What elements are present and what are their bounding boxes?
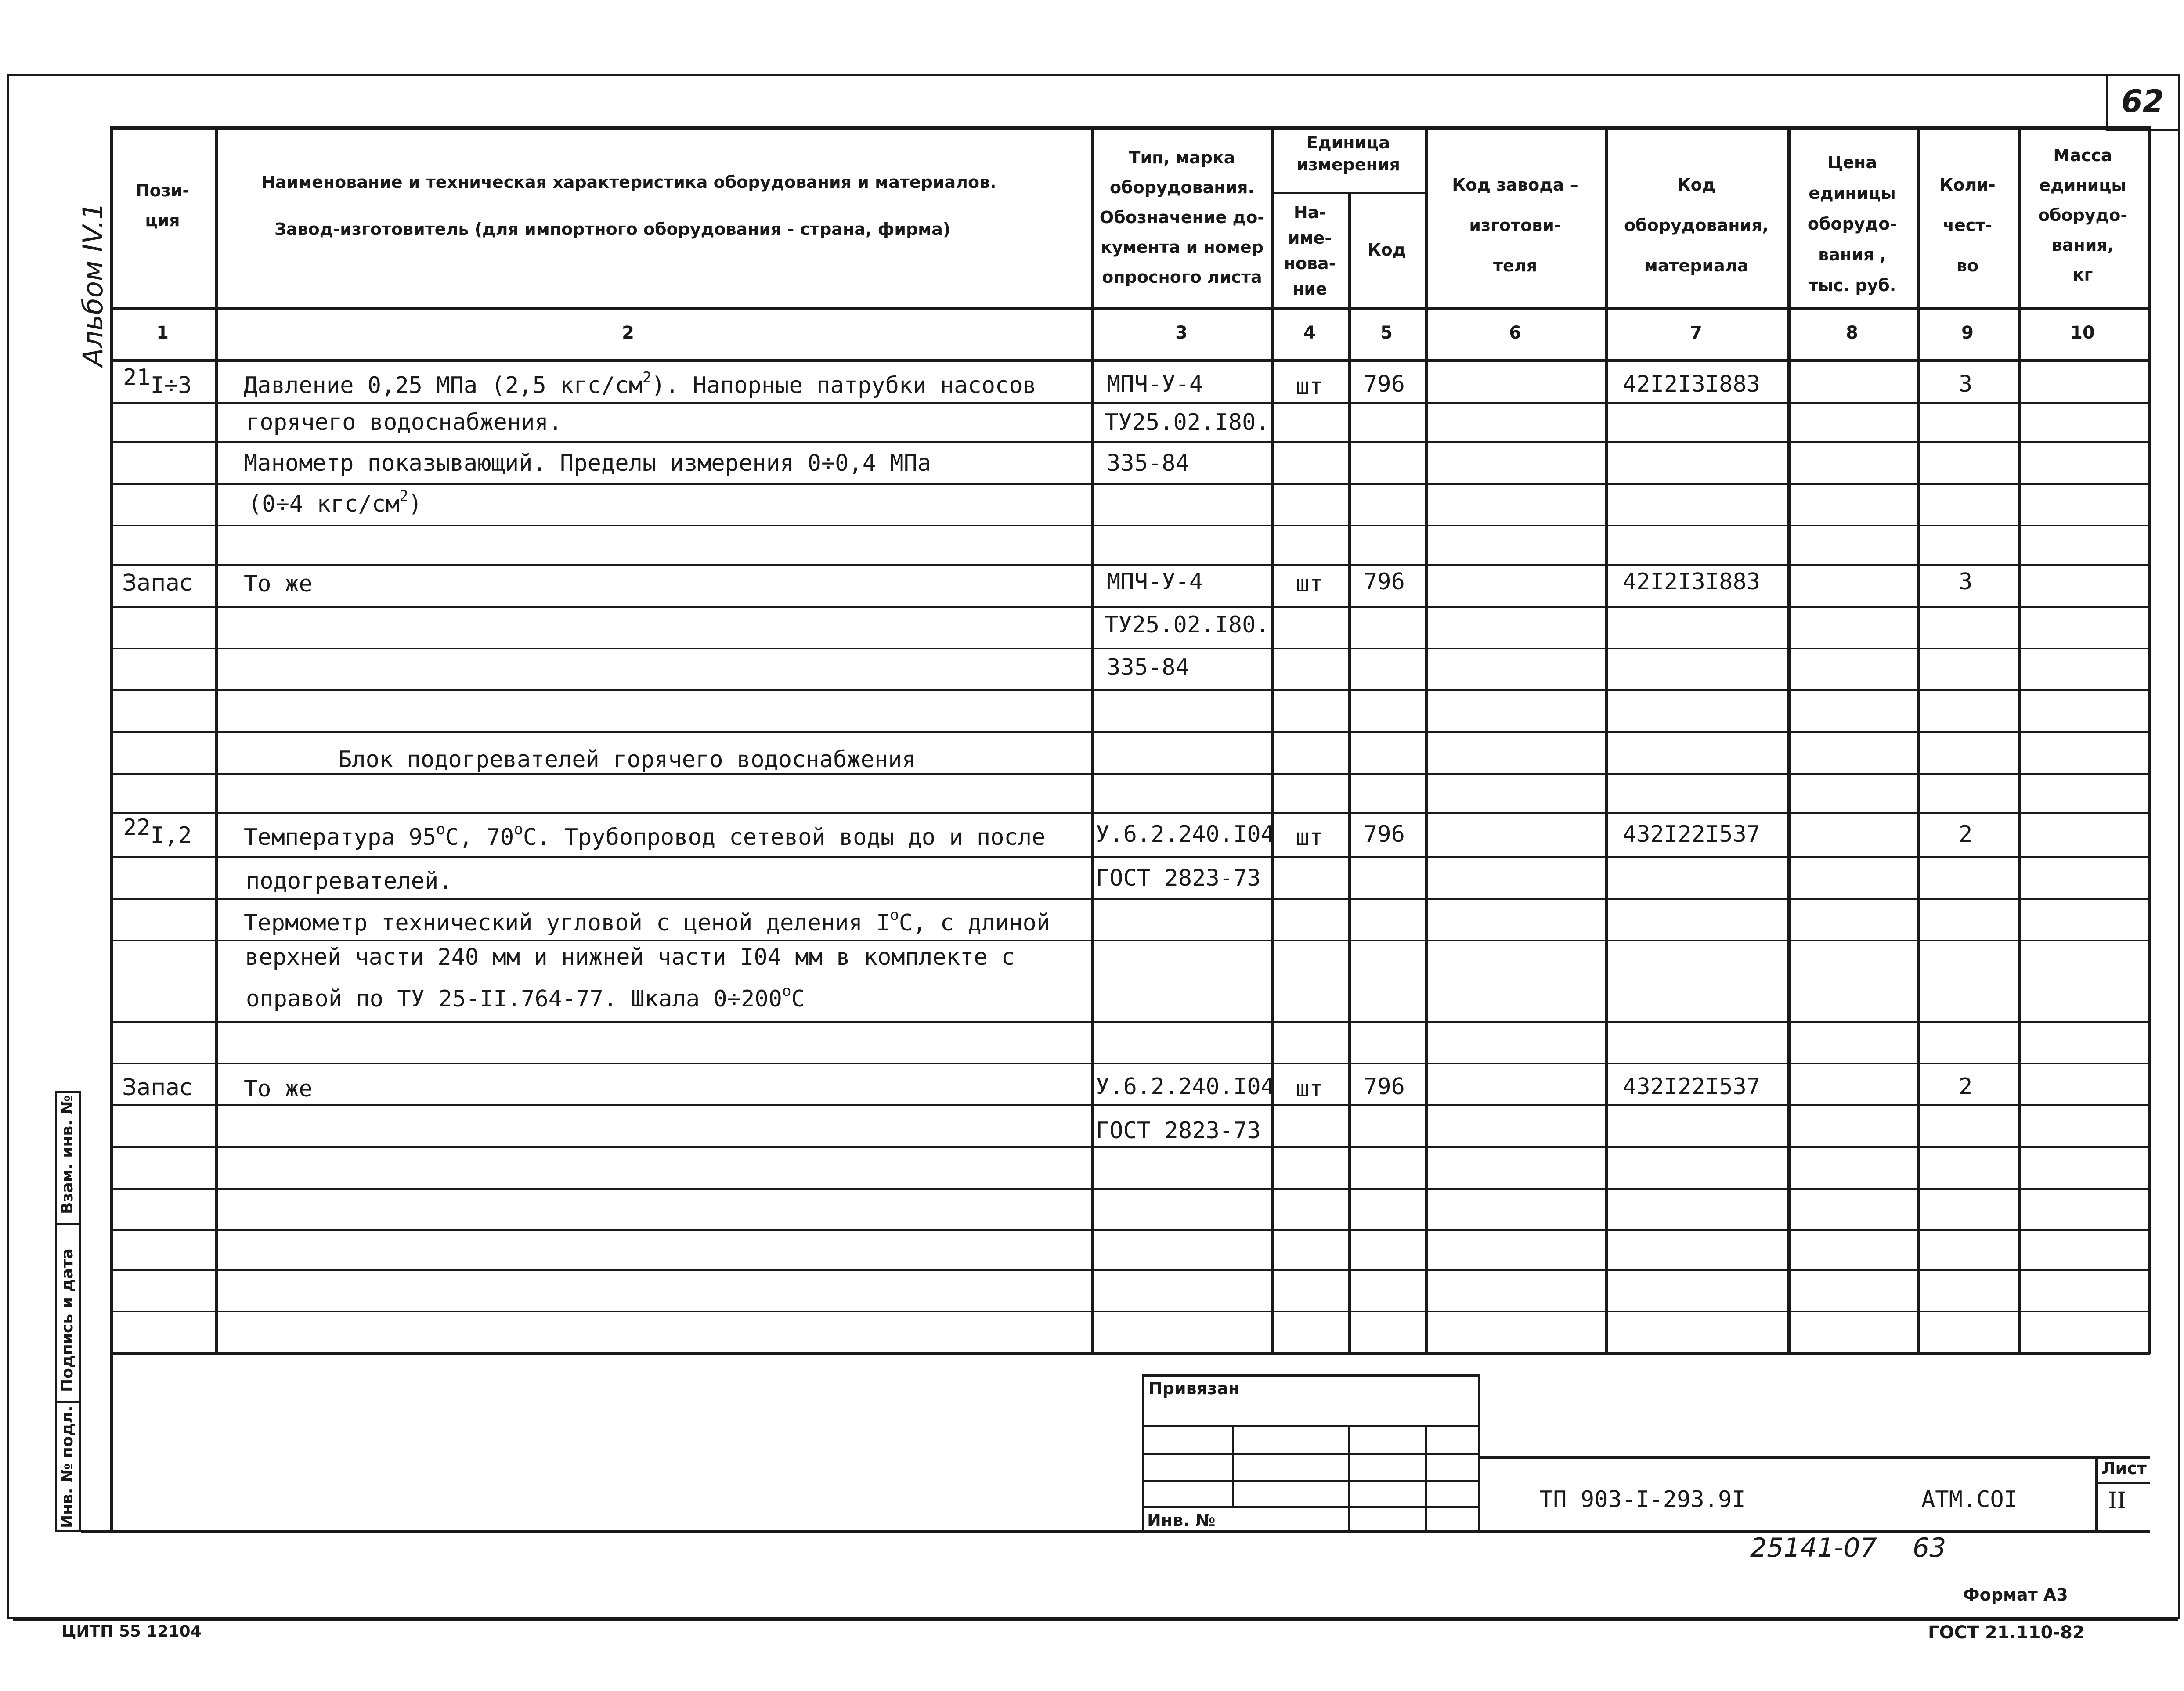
privyazan-line — [1142, 1453, 1480, 1455]
privyazan-line — [1142, 1425, 1480, 1427]
title-row-top — [1480, 1456, 2150, 1459]
row-line — [110, 731, 2150, 733]
row3-equipment-code: 432I22I537 — [1623, 821, 1761, 847]
row1-type-1: МПЧ-У-4 — [1107, 371, 1203, 397]
row4-type-2: ГОСТ 2823-73 — [1096, 1118, 1261, 1144]
row-line — [110, 483, 2150, 485]
row2-type-1: МПЧ-У-4 — [1107, 569, 1203, 595]
col-number-1: 1 — [156, 323, 169, 343]
handwritten-page: 63 — [1913, 1532, 1946, 1563]
col-line-9 — [2018, 126, 2021, 1354]
row1-position — [123, 364, 192, 399]
row4-equipment-code: 432I22I537 — [1623, 1074, 1761, 1100]
row3-unit: шт — [1296, 824, 1323, 851]
col-line-5 — [1425, 126, 1428, 1354]
col-line-6 — [1605, 126, 1608, 1354]
album-label: Альбом IV.1 — [77, 202, 109, 367]
list-box-left — [2095, 1456, 2098, 1532]
row2-unit: шт — [1296, 571, 1323, 597]
colnum-bottom-line — [110, 359, 2150, 362]
row3-quantity: 2 — [1959, 821, 1973, 847]
col-line-3 — [1271, 126, 1274, 1354]
col-line-7 — [1787, 126, 1791, 1354]
row1-quantity: 3 — [1959, 371, 1973, 397]
row4-quantity: 2 — [1959, 1074, 1973, 1100]
privyazan-vline — [1232, 1425, 1234, 1506]
row-line — [110, 1146, 2150, 1148]
row2-quantity: 3 — [1959, 569, 1973, 595]
row-line — [110, 1269, 2150, 1271]
header-price: Цена единицы оборудо- вания , тыс. руб. — [1807, 153, 1897, 295]
privyazan-line — [1142, 1480, 1480, 1482]
header-name-line2: Завод-изготовитель (для импортного оборудования - страна, фирма) — [274, 220, 951, 239]
row1-name-part: ). Напорные патрубки насосов — [651, 372, 1036, 399]
row1-position-sub: I÷3 — [150, 372, 192, 399]
row-line — [110, 689, 2150, 691]
col-line-10 — [2148, 126, 2151, 1354]
side-stamp-inv-podl: Инв. № подл. — [58, 1406, 76, 1528]
col-number-5: 5 — [1380, 323, 1393, 343]
row1-code: 796 — [1364, 371, 1405, 397]
row1-position-main: 21 — [123, 364, 151, 391]
col-number-4: 4 — [1303, 323, 1316, 343]
list-box-divider — [2095, 1482, 2150, 1484]
row-line — [110, 898, 2150, 900]
privyazan-line — [1142, 1506, 1480, 1508]
header-mass: Масса единицы оборудо- вания, кг — [2038, 146, 2128, 285]
row-line — [110, 648, 2150, 649]
row1-name-line2: горячего водоснабжения. — [246, 409, 563, 436]
header-quantity: Коли- чест- во — [1939, 175, 1996, 275]
row3-name-line2: подогревателей. — [246, 868, 452, 894]
bottom-left-line — [110, 1352, 113, 1532]
row1-equipment-code: 42I2I3I883 — [1623, 371, 1761, 397]
row2-type-2: ТУ25.02.I80. — [1105, 612, 1270, 638]
row1-name-part: (0÷4 кгс/см — [248, 491, 400, 517]
row-line — [110, 441, 2150, 443]
header-equipment-code: Код оборудования, материала — [1624, 175, 1769, 275]
side-stamp-vzam: Взам. инв. № — [58, 1095, 76, 1214]
row3-position-sub: I,2 — [150, 822, 192, 849]
privyazan-label: Привязан — [1148, 1379, 1240, 1398]
side-stamp-podpis: Подпись и дата — [58, 1248, 76, 1392]
row3-name-part: С — [791, 986, 805, 1012]
col-number-2: 2 — [622, 323, 634, 343]
sheet-corner-number: 62 — [2121, 83, 2164, 119]
inv-no-label: Инв. № — [1147, 1511, 1216, 1530]
row2-type-3: 335-84 — [1107, 654, 1189, 681]
document-code: АТМ.СОI — [1921, 1486, 2018, 1513]
table-bottom-line — [110, 1352, 2150, 1355]
row3-name-part: Термометр технический угловой с ценой деления I — [244, 910, 890, 936]
row1-name-sup: 2 — [642, 369, 652, 386]
col-line-1 — [215, 126, 218, 1354]
row1-type-2: ТУ25.02.I80. — [1105, 409, 1270, 436]
row-line — [110, 564, 2150, 566]
row4-unit: шт — [1296, 1076, 1323, 1102]
project-code: ТП 903-I-293.9I — [1539, 1486, 1746, 1513]
header-name-line1: Наименование и техническая характеристика оборудования и материалов. — [261, 173, 996, 192]
col-number-10: 10 — [2070, 323, 2095, 343]
row4-name: То же — [244, 1076, 313, 1102]
row4-code: 796 — [1364, 1074, 1405, 1100]
row3-code: 796 — [1364, 821, 1405, 847]
side-stamp-divider — [55, 1401, 81, 1403]
header-type: Тип, марка оборудования. Обозначение до- кумента и номер опросного листа — [1099, 148, 1265, 287]
row4-type-1: У.6.2.240.I04 — [1096, 1074, 1274, 1100]
row1-name-sup: 2 — [399, 487, 408, 505]
col-line-2 — [1091, 126, 1094, 1354]
col-number-9: 9 — [1961, 323, 1974, 343]
col-number-3: 3 — [1175, 323, 1188, 343]
row-line — [110, 940, 2150, 941]
col-line-8 — [1917, 126, 1920, 1354]
section-title: Блок подогревателей горячего водоснабжения — [338, 746, 916, 773]
col-number-7: 7 — [1690, 323, 1702, 343]
row3-name-part: С, с длиной — [899, 910, 1050, 936]
col-line-0 — [110, 126, 113, 1352]
footer-left: ЦИТП 55 12104 — [61, 1622, 202, 1641]
row3-name-part: Температура 95 — [244, 824, 437, 851]
footer-right: ГОСТ 21.110-82 — [1928, 1622, 2085, 1643]
row3-name-line4: верхней части 240 мм и нижней части I04 мм в комплекте с — [245, 944, 1015, 970]
side-stamp-divider — [55, 1223, 81, 1225]
row-line — [110, 773, 2150, 775]
row3-name-part: С. Трубопровод сетевой воды до и после — [523, 824, 1046, 851]
row2-equipment-code: 42I2I3I883 — [1623, 569, 1761, 595]
row3-position — [123, 815, 192, 849]
table-top-line — [110, 126, 2150, 130]
privyazan-vline — [1425, 1425, 1427, 1532]
row1-type-3: 335-84 — [1107, 450, 1189, 476]
header-unit-code: Код — [1367, 240, 1406, 260]
row1-name-line4 — [248, 487, 422, 517]
list-number: II — [2108, 1488, 2126, 1514]
row-line — [110, 1311, 2150, 1312]
row3-name-line5 — [246, 982, 805, 1012]
header-position: Пози- ция — [135, 181, 190, 230]
col-number-6: 6 — [1509, 323, 1521, 343]
row3-name-sup: о — [890, 906, 899, 924]
footer-line — [13, 1619, 2178, 1621]
list-label: Лист — [2101, 1459, 2147, 1478]
row3-name-part: оправой по ТУ 25-II.764-77. Шкала 0÷200 — [246, 986, 782, 1012]
row4-position: Запас — [122, 1074, 192, 1101]
format-label: Формат А3 — [1963, 1585, 2068, 1604]
header-plant-code: Код завода – изготови- теля — [1452, 175, 1578, 275]
header-unit-group: Единица измерения — [1296, 133, 1400, 174]
row-line — [110, 1104, 2150, 1106]
row1-name-part: Давление 0,25 МПа (2,5 кгс/см — [244, 372, 643, 399]
row1-name-part: ) — [408, 491, 422, 517]
header-unit-name: На- име- нова- ние — [1284, 203, 1336, 299]
row3-name-line3 — [244, 906, 1050, 936]
row1-name-line1 — [244, 369, 1036, 399]
row3-type-2: ГОСТ 2823-73 — [1096, 865, 1261, 891]
row-line — [110, 1188, 2150, 1190]
row2-name: То же — [244, 571, 313, 597]
row3-name-sup: о — [514, 821, 523, 838]
header-bottom-line — [110, 307, 2150, 310]
row-line — [110, 856, 2150, 858]
row3-name-sup: о — [782, 982, 791, 1000]
row-line — [110, 402, 2150, 404]
handwritten-number: 25141-07 — [1750, 1532, 1877, 1563]
row3-type-1: У.6.2.240.I04 — [1096, 821, 1274, 847]
row3-name-part: С, 70 — [445, 824, 514, 851]
row-line — [110, 525, 2150, 526]
row3-name-sup: о — [436, 821, 445, 838]
row1-unit: шт — [1296, 373, 1323, 400]
row2-position: Запас — [122, 570, 192, 596]
row3-position-main: 22 — [123, 815, 151, 841]
row-line — [110, 812, 2150, 814]
row3-name-line1 — [244, 821, 1046, 851]
row-line — [110, 1229, 2150, 1231]
row-line — [110, 1063, 2150, 1064]
privyazan-vline — [1348, 1425, 1350, 1532]
row-line — [110, 606, 2150, 608]
row-line — [110, 1021, 2150, 1023]
row2-code: 796 — [1364, 569, 1405, 595]
col-number-8: 8 — [1846, 323, 1858, 343]
row1-name-line3: Манометр показывающий. Пределы измерения 0÷0,4 МПа — [244, 450, 931, 476]
